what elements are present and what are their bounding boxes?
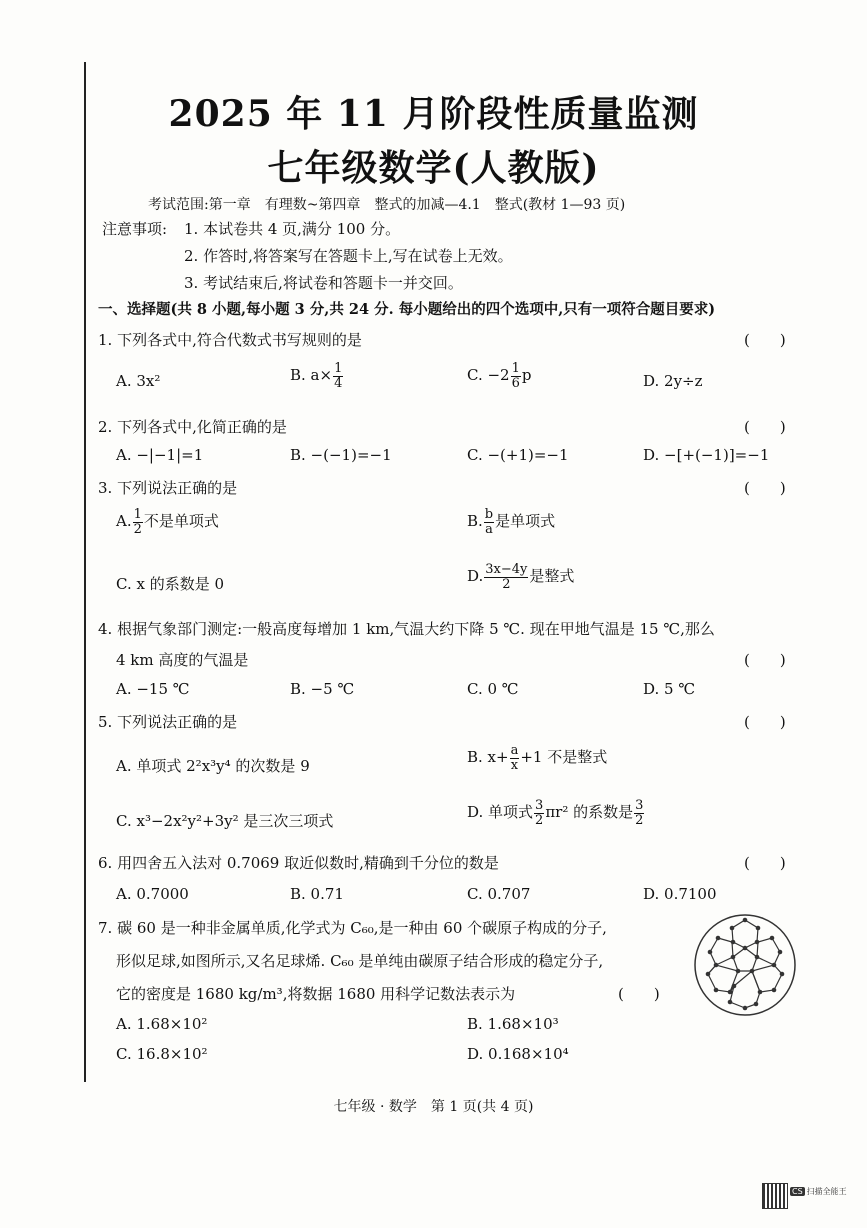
question-3-stem: 3. 下列说法正确的是 (98, 479, 238, 497)
q3-option-b: B. $\frac{b}{a}$ 是单项式 (467, 507, 556, 537)
q4-option-a: A. −15 ℃ (116, 680, 190, 698)
q3-option-c: C. x 的系数是 0 (116, 575, 225, 593)
page-subtitle: 七年级数学(人教版) (267, 147, 600, 189)
notice-item-1: 1. 本试卷共 4 页,满分 100 分。 (184, 220, 401, 238)
question-7-stem-line3: 它的密度是 1680 kg/m³,将数据 1680 用科学记数法表示为 (116, 985, 516, 1003)
q6-option-d: D. 0.7100 (643, 885, 717, 903)
answer-paren-7: ( ) (618, 985, 660, 1003)
question-7-stem-line2: 形似足球,如图所示,又名足球烯. C₆₀ 是单纯由碳原子结合形成的稳定分子, (116, 952, 604, 970)
notice-item-3: 3. 考试结束后,将试卷和答题卡一并交回。 (184, 274, 463, 292)
q3-option-a: A. $\frac{1}{2}$ 不是单项式 (116, 507, 219, 537)
answer-paren-2: ( ) (744, 418, 786, 436)
exam-scope: 考试范围:第一章 有理数~第四章 整式的加减—4.1 整式(教材 1—93 页) (148, 197, 626, 213)
q4-option-c: C. 0 ℃ (467, 680, 519, 698)
q2-option-d: D. −[+(−1)]=−1 (643, 446, 770, 464)
notice-item-2: 2. 作答时,将答案写在答题卡上,写在试卷上无效。 (184, 247, 513, 265)
q1-option-d: D. 2y÷z (643, 372, 703, 390)
answer-paren-4: ( ) (744, 651, 786, 669)
q4-option-b: B. −5 ℃ (290, 680, 355, 698)
q5-option-a: A. 单项式 2²x³y⁴ 的次数是 9 (116, 757, 310, 775)
q7-option-b: B. 1.68×10³ (467, 1015, 559, 1033)
qr-code-icon (762, 1183, 788, 1209)
c60-molecule-illustration (690, 910, 800, 1020)
q2-option-b: B. −(−1)=−1 (290, 446, 392, 464)
question-4-stem-line2: 4 km 高度的气温是 (116, 651, 249, 669)
question-4-stem-line1: 4. 根据气象部门测定:一般高度每增加 1 km,气温大约下降 5 ℃. 现在甲地气温是 15 ℃,那么 (98, 620, 715, 638)
q6-option-b: B. 0.71 (290, 885, 344, 903)
binding-margin-line (84, 62, 86, 1082)
question-5-stem: 5. 下列说法正确的是 (98, 713, 238, 731)
answer-paren-1: ( ) (744, 331, 786, 349)
q7-option-d: D. 0.168×10⁴ (467, 1045, 569, 1063)
q7-option-c: C. 16.8×10² (116, 1045, 208, 1063)
q1-option-c: C. −2 $\frac{1}{6}$ p (467, 361, 532, 391)
section-heading: 一、选择题(共 8 小题,每小题 3 分,共 24 分. 每小题给出的四个选项中,只有一项符合题目要求) (98, 301, 716, 318)
page-title: 2025 年 11 月阶段性质量监测 (168, 93, 699, 135)
q1-option-a: A. 3x² (116, 372, 161, 390)
q5-option-d: D. 单项式 $\frac{3}{2}$ πr² 的系数是 $\frac{3}{2}$ (467, 798, 644, 828)
q5-option-b: B. x+ $\frac{a}{x}$ +1 不是整式 (467, 743, 608, 773)
answer-paren-6: ( ) (744, 854, 786, 872)
q2-option-c: C. −(+1)=−1 (467, 446, 569, 464)
question-6-stem: 6. 用四舍五入法对 0.7069 取近似数时,精确到千分位的数是 (98, 854, 499, 872)
q5-option-c: C. x³−2x²y²+3y² 是三次三项式 (116, 812, 334, 830)
notice-label: 注意事项: (102, 220, 168, 238)
q6-option-a: A. 0.7000 (116, 885, 189, 903)
q1-option-b: B. a× $\frac{1}{4}$ (290, 361, 343, 391)
q3-option-d: D. $\frac{3x-4y}{2}$ 是整式 (467, 562, 575, 592)
scanner-logo-icon: CS (792, 1187, 803, 1196)
page-footer: 七年级 · 数学 第 1 页(共 4 页) (333, 1099, 534, 1115)
q2-option-a: A. −|−1|=1 (116, 446, 204, 464)
q4-option-d: D. 5 ℃ (643, 680, 696, 698)
question-7-stem-line1: 7. 碳 60 是一种非金属单质,化学式为 C₆₀,是一种由 60 个碳原子构成的分子, (98, 919, 607, 937)
q7-option-a: A. 1.68×10² (116, 1015, 208, 1033)
question-1-stem: 1. 下列各式中,符合代数式书写规则的是 (98, 331, 362, 349)
answer-paren-3: ( ) (744, 479, 786, 497)
question-2-stem: 2. 下列各式中,化简正确的是 (98, 418, 287, 436)
answer-paren-5: ( ) (744, 713, 786, 731)
scanner-badge: CS 扫描全能王 (792, 1187, 847, 1196)
q6-option-c: C. 0.707 (467, 885, 531, 903)
